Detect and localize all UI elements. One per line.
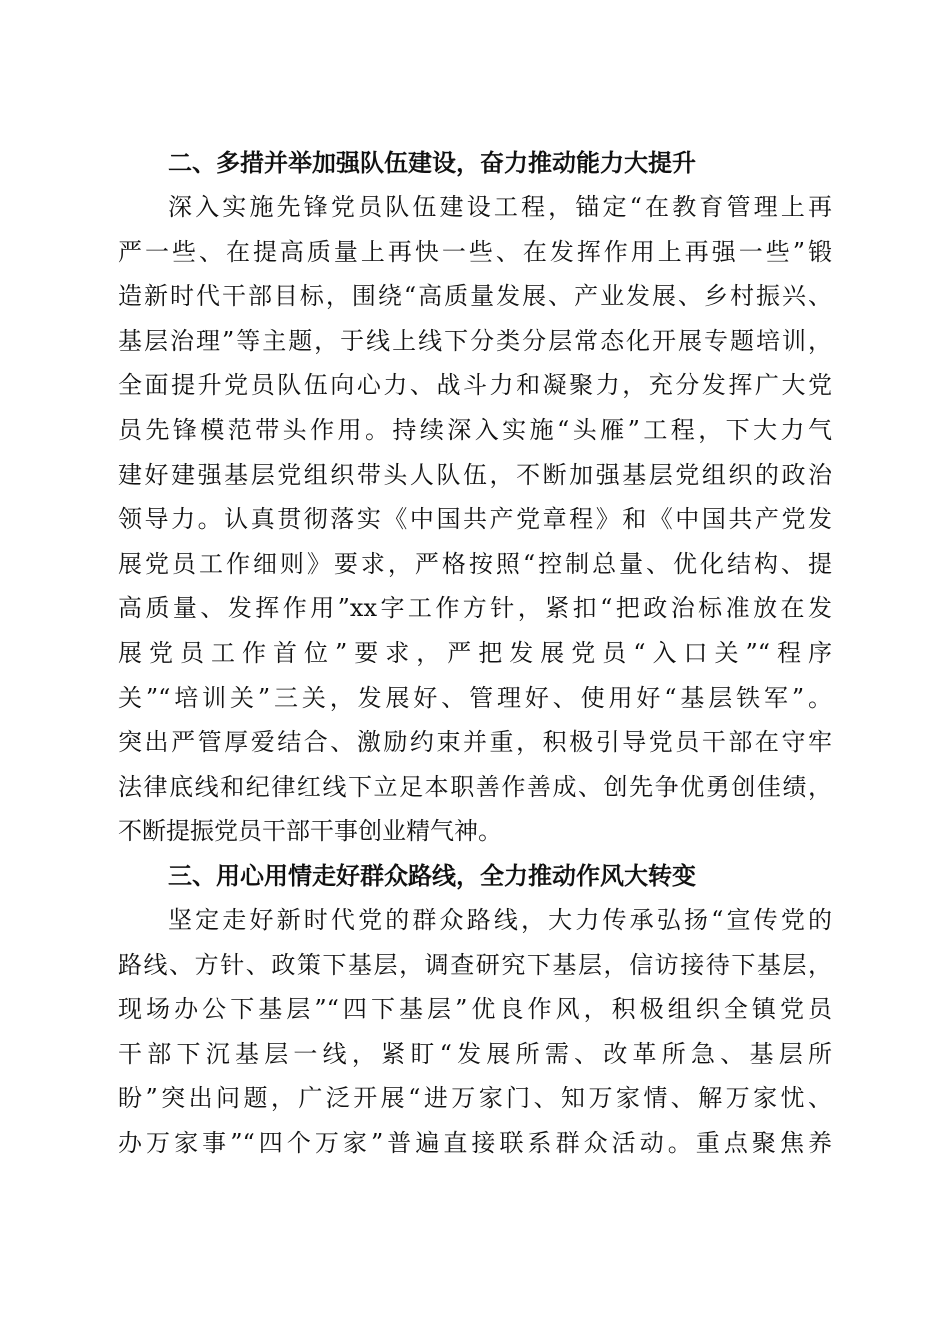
text-line: 深入实施先锋党员队伍建设工程，锚定“在教育管理上再: [168, 193, 832, 221]
text-line: 盼”突出问题，广泛开展“进万家门、知万家情、解万家忧、: [118, 1084, 832, 1113]
text-line: 全面提升党员队伍向心力、战斗力和凝聚力，充分发挥广大党: [118, 371, 832, 400]
text-line: 严一些、在提高质量上再快一些、在发挥作用上再强一些”锻: [118, 237, 832, 266]
text-line: 不断提振党员干部干事创业精气神。: [118, 817, 502, 846]
text-line: 坚定走好新时代党的群众路线，大力传承弘扬“宣传党的: [168, 905, 832, 934]
text-line: 干部下沉基层一线，紧盯“发展所需、改革所急、基层所: [118, 1039, 832, 1068]
text-line: 员先锋模范带头作用。持续深入实施“头雁”工程，下大力气: [118, 415, 832, 444]
section-3-paragraph: [118, 898, 832, 1166]
text-line: 展党员工作首位”要求，严把发展党员“入口关”“程序: [118, 638, 832, 667]
text-line: 现场办公下基层”“四下基层”优良作风，积极组织全镇党员: [118, 995, 832, 1024]
text-line: 突出严管厚爱结合、激励约束并重，积极引导党员干部在守牢: [118, 728, 832, 757]
section-2-paragraph: [118, 185, 832, 854]
text-line: 展党员工作细则》要求，严格按照“控制总量、优化结构、提: [118, 549, 832, 578]
text-line: 高质量、发挥作用”xx字工作方针，紧扣“把政治标准放在发: [118, 594, 832, 623]
text-line: 法律底线和纪律红线下立足本职善作善成、创先争优勇创佳绩，: [118, 772, 832, 801]
text-line: 建好建强基层党组织带头人队伍，不断加强基层党组织的政治: [118, 460, 832, 489]
text-line: 路线、方针、政策下基层，调查研究下基层，信访接待下基层，: [118, 950, 832, 979]
text-line: 关”“培训关”三关，发展好、管理好、使用好“基层铁军”。: [118, 683, 832, 712]
text-line: 办万家事”“四个万家”普遍直接联系群众活动。重点聚焦养: [118, 1128, 832, 1157]
text-line: 基层治理”等主题，于线上线下分类分层常态化开展专题培训，: [118, 326, 832, 355]
section-heading-2: 二、多措并举加强队伍建设，奋力推动能力大提升: [168, 149, 696, 177]
text-line: 领导力。认真贯彻落实《中国共产党章程》和《中国共产党发: [118, 505, 832, 534]
section-heading-3: 三、用心用情走好群众路线，全力推动作风大转变: [168, 861, 696, 890]
text-line: 造新时代干部目标，围绕“高质量发展、产业发展、乡村振兴、: [118, 282, 832, 311]
